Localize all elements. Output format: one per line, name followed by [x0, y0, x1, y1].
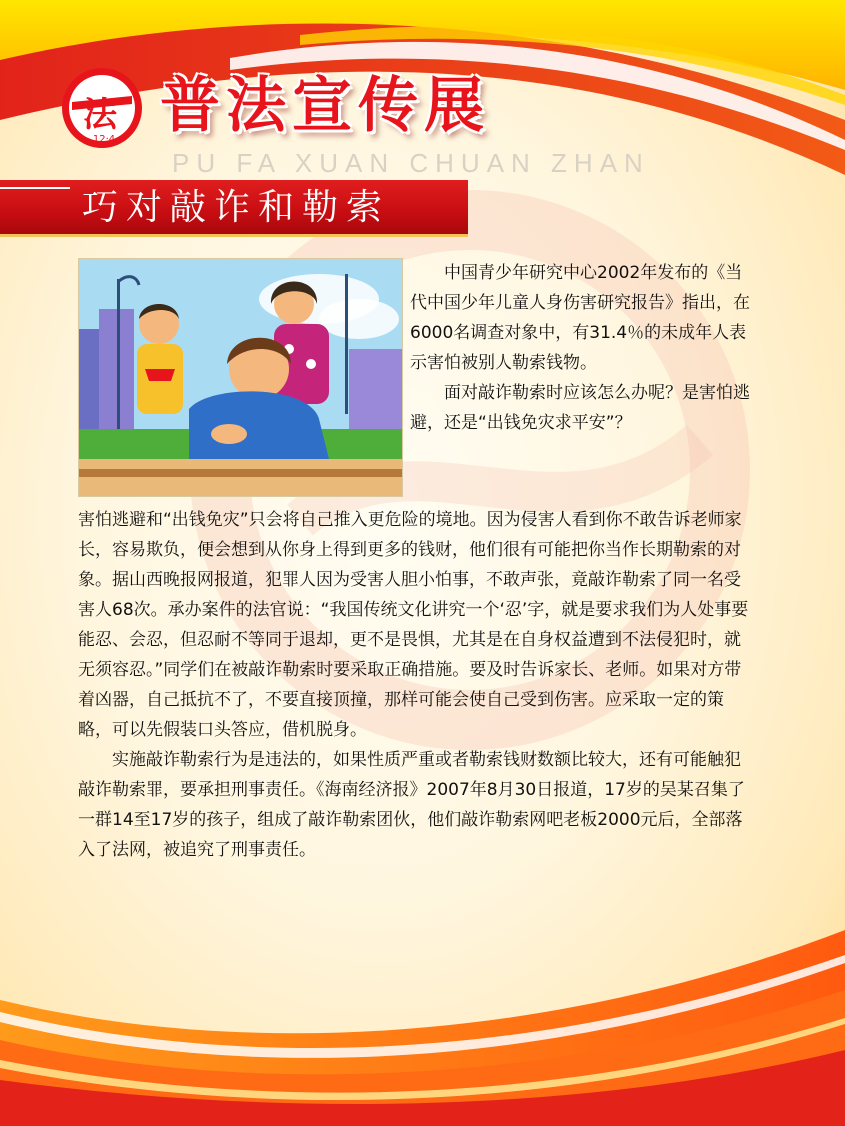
banner-accent-line [0, 187, 70, 189]
section-heading: 巧对敲诈和勒索 [82, 187, 391, 228]
paragraph: 害怕逃避和“出钱免灾”只会将自己推入更危险的境地。因为侵害人看到你不敢告诉老师家长，容易欺负，便会想到从你身上得到更多的钱财，他们很有可能把你当作长期勒索的对象。据山西晚报网报道，犯罪人因为受害人胆小怕事，不敢声张，竟敲诈勒索了同一名受害人68次。承办案件的法官说：“我国传统文化讲究一个‘忍’字，就是要求我们为人处事要能忍、会忍，但忍耐不等同于退却，更不是畏惧，尤其是在自身权益遭到不法侵犯时，就无须容忍。”同学们在被敲诈勒索时要采取正确措施。要及时告诉家长、老师。如果对方带着凶器，自己抵抗不了，不要直接顶撞，那样可能会使自己受到伤害。应采取一定的策略，可以先假装口头答应，借机脱身。 [78, 510, 749, 740]
article-intro [410, 258, 750, 438]
logo-date: 12·4 [92, 134, 116, 145]
cartoon-illustration [78, 258, 403, 497]
article-body [78, 505, 754, 865]
paragraph: 面对敲诈勒索时应该怎么办呢？是害怕逃避，还是“出钱免灾求平安”？ [410, 383, 750, 433]
paragraph: 中国青少年研究中心2002年发布的《当代中国少年儿童人身伤害研究报告》指出，在6000名调查对象中，有31.4％的未成年人表示害怕被别人勒索钱物。 [410, 263, 750, 373]
law-day-logo [60, 66, 144, 150]
paragraph: 实施敲诈勒索行为是违法的，如果性质严重或者勒索钱财数额比较大，还有可能触犯敲诈勒索罪，要承担刑事责任。《海南经济报》2007年8月30日报道，17岁的吴某召集了一群14至17岁的孩子，组成了敲诈勒索团伙，他们敲诈勒索网吧老板2000元后，全部落入了法网，被追究了刑事责任。 [78, 750, 745, 860]
page-title: 普法宣传展 [160, 71, 490, 141]
page-subtitle-pinyin: PU FA XUAN CHUAN ZHAN [172, 148, 650, 178]
logo-character: 法 [83, 95, 117, 135]
